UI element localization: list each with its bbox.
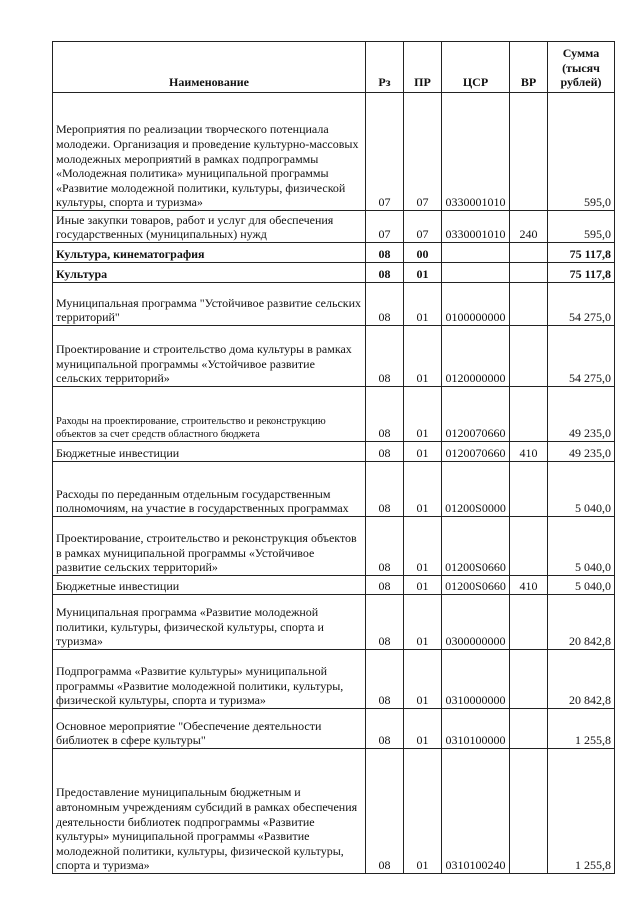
row-name: Основное мероприятие "Обеспечение деятельности библиотек в сфере культуры" [53, 709, 366, 749]
row-sum: 54 275,0 [548, 283, 615, 326]
row-sum: 75 117,8 [548, 263, 615, 283]
row-name: Подпрограмма «Развитие культуры» муниципальной программы «Развитие молодежной политики, культуры, физической культуры, спорта и туризма» [53, 650, 366, 709]
row-vr [510, 93, 548, 211]
row-csr: 0100000000 [442, 283, 510, 326]
row-csr: 0310100240 [442, 749, 510, 874]
row-csr: 0310000000 [442, 650, 510, 709]
header-rz: Рз [366, 42, 404, 93]
row-vr: 410 [510, 576, 548, 595]
row-rz: 08 [366, 387, 404, 442]
row-name: Проектирование, строительство и реконструкция объектов в рамках муниципальной программы «Устойчивое развитие сельских территорий» [53, 517, 366, 576]
row-sum: 5 040,0 [548, 576, 615, 595]
row-pr: 01 [404, 709, 442, 749]
row-csr: 0120070660 [442, 442, 510, 462]
row-rz: 08 [366, 326, 404, 387]
row-name: Культура [53, 263, 366, 283]
row-csr: 01200S0660 [442, 517, 510, 576]
row-vr: 410 [510, 442, 548, 462]
row-csr: 0310100000 [442, 709, 510, 749]
table-row [53, 243, 615, 263]
row-vr: 240 [510, 211, 548, 243]
row-sum: 20 842,8 [548, 595, 615, 650]
row-name: Иные закупки товаров, работ и услуг для обеспечения государственных (муниципальных) нужд [53, 211, 366, 243]
row-pr: 01 [404, 749, 442, 874]
row-pr: 01 [404, 263, 442, 283]
row-sum: 20 842,8 [548, 650, 615, 709]
table-row [53, 326, 615, 387]
header-csr: ЦСР [442, 42, 510, 93]
row-pr: 01 [404, 387, 442, 442]
row-rz: 08 [366, 442, 404, 462]
row-sum: 595,0 [548, 211, 615, 243]
row-pr: 01 [404, 517, 442, 576]
row-pr: 01 [404, 283, 442, 326]
row-csr: 0120000000 [442, 326, 510, 387]
row-pr: 01 [404, 326, 442, 387]
row-pr: 01 [404, 576, 442, 595]
row-rz: 08 [366, 263, 404, 283]
header-sum: Сумма (тысяч рублей) [548, 42, 615, 93]
row-vr [510, 650, 548, 709]
row-sum: 49 235,0 [548, 387, 615, 442]
row-name: Расходы по переданным отдельным государственным полномочиям, на участие в государственных программах [53, 462, 366, 517]
row-sum: 5 040,0 [548, 462, 615, 517]
row-vr [510, 243, 548, 263]
table-row [53, 211, 615, 243]
row-name: Муниципальная программа «Развитие молодежной политики, культуры, физической культуры, спорта и туризма» [53, 595, 366, 650]
row-pr: 00 [404, 243, 442, 263]
row-vr [510, 283, 548, 326]
row-csr: 0330001010 [442, 93, 510, 211]
row-csr: 0300000000 [442, 595, 510, 650]
row-vr [510, 709, 548, 749]
row-name: Культура, кинематография [53, 243, 366, 263]
row-name: Предоставление муниципальным бюджетным и автономным учреждениям субсидий в рамках обеспечения деятельности библиотек подпрограммы «Развитие культуры» муниципальной программы «Развитие молодежной политики, культуры, физической культуры, спорта и туризма» [53, 749, 366, 874]
row-vr [510, 326, 548, 387]
row-rz: 08 [366, 243, 404, 263]
header-pr: ПР [404, 42, 442, 93]
row-name: Мероприятия по реализации творческого потенциала молодежи. Организация и проведение культурно-массовых молодежных мероприятий в рамках подпрограммы «Молодежная политика» муниципальной программы «Развитие молодежной политики, культуры, физической культуры, спорта и туризма» [53, 93, 366, 211]
row-sum: 54 275,0 [548, 326, 615, 387]
row-rz: 08 [366, 283, 404, 326]
row-pr: 07 [404, 211, 442, 243]
row-rz: 08 [366, 650, 404, 709]
row-sum: 595,0 [548, 93, 615, 211]
row-csr [442, 263, 510, 283]
row-name: Бюджетные инвестиции [53, 442, 366, 462]
table-row [53, 576, 615, 595]
row-rz: 08 [366, 517, 404, 576]
row-name: Раходы на проектирование, строительство и реконструкцию объектов за счет средств областного бюджета [53, 387, 366, 442]
row-vr [510, 749, 548, 874]
table-row [53, 442, 615, 462]
table-row [53, 93, 615, 211]
row-rz: 08 [366, 595, 404, 650]
row-pr: 01 [404, 442, 442, 462]
row-vr [510, 517, 548, 576]
row-sum: 1 255,8 [548, 749, 615, 874]
table-row [53, 517, 615, 576]
row-csr: 01200S0660 [442, 576, 510, 595]
table-row [53, 595, 615, 650]
row-sum: 1 255,8 [548, 709, 615, 749]
row-sum: 49 235,0 [548, 442, 615, 462]
table-row [53, 709, 615, 749]
row-rz: 08 [366, 576, 404, 595]
header-name: Наименование [53, 42, 366, 93]
header-row [53, 42, 615, 93]
table-row [53, 387, 615, 442]
row-csr: 01200S0000 [442, 462, 510, 517]
row-vr [510, 462, 548, 517]
row-pr: 01 [404, 462, 442, 517]
table-row [53, 650, 615, 709]
row-name: Бюджетные инвестиции [53, 576, 366, 595]
row-csr: 0330001010 [442, 211, 510, 243]
row-rz: 07 [366, 211, 404, 243]
row-vr [510, 387, 548, 442]
row-rz: 08 [366, 709, 404, 749]
row-sum: 5 040,0 [548, 517, 615, 576]
row-pr: 01 [404, 650, 442, 709]
row-rz: 08 [366, 462, 404, 517]
row-name: Муниципальная программа "Устойчивое развитие сельских территорий" [53, 283, 366, 326]
row-rz: 07 [366, 93, 404, 211]
row-pr: 07 [404, 93, 442, 211]
budget-table [52, 41, 615, 874]
row-csr [442, 243, 510, 263]
header-vr: ВР [510, 42, 548, 93]
row-vr [510, 595, 548, 650]
row-csr: 0120070660 [442, 387, 510, 442]
table-row [53, 263, 615, 283]
row-name: Проектирование и строительство дома культуры в рамках муниципальной программы «Устойчивое развитие сельских территорий» [53, 326, 366, 387]
table-row [53, 283, 615, 326]
table-row [53, 749, 615, 874]
row-sum: 75 117,8 [548, 243, 615, 263]
row-rz: 08 [366, 749, 404, 874]
table-row [53, 462, 615, 517]
row-vr [510, 263, 548, 283]
row-pr: 01 [404, 595, 442, 650]
